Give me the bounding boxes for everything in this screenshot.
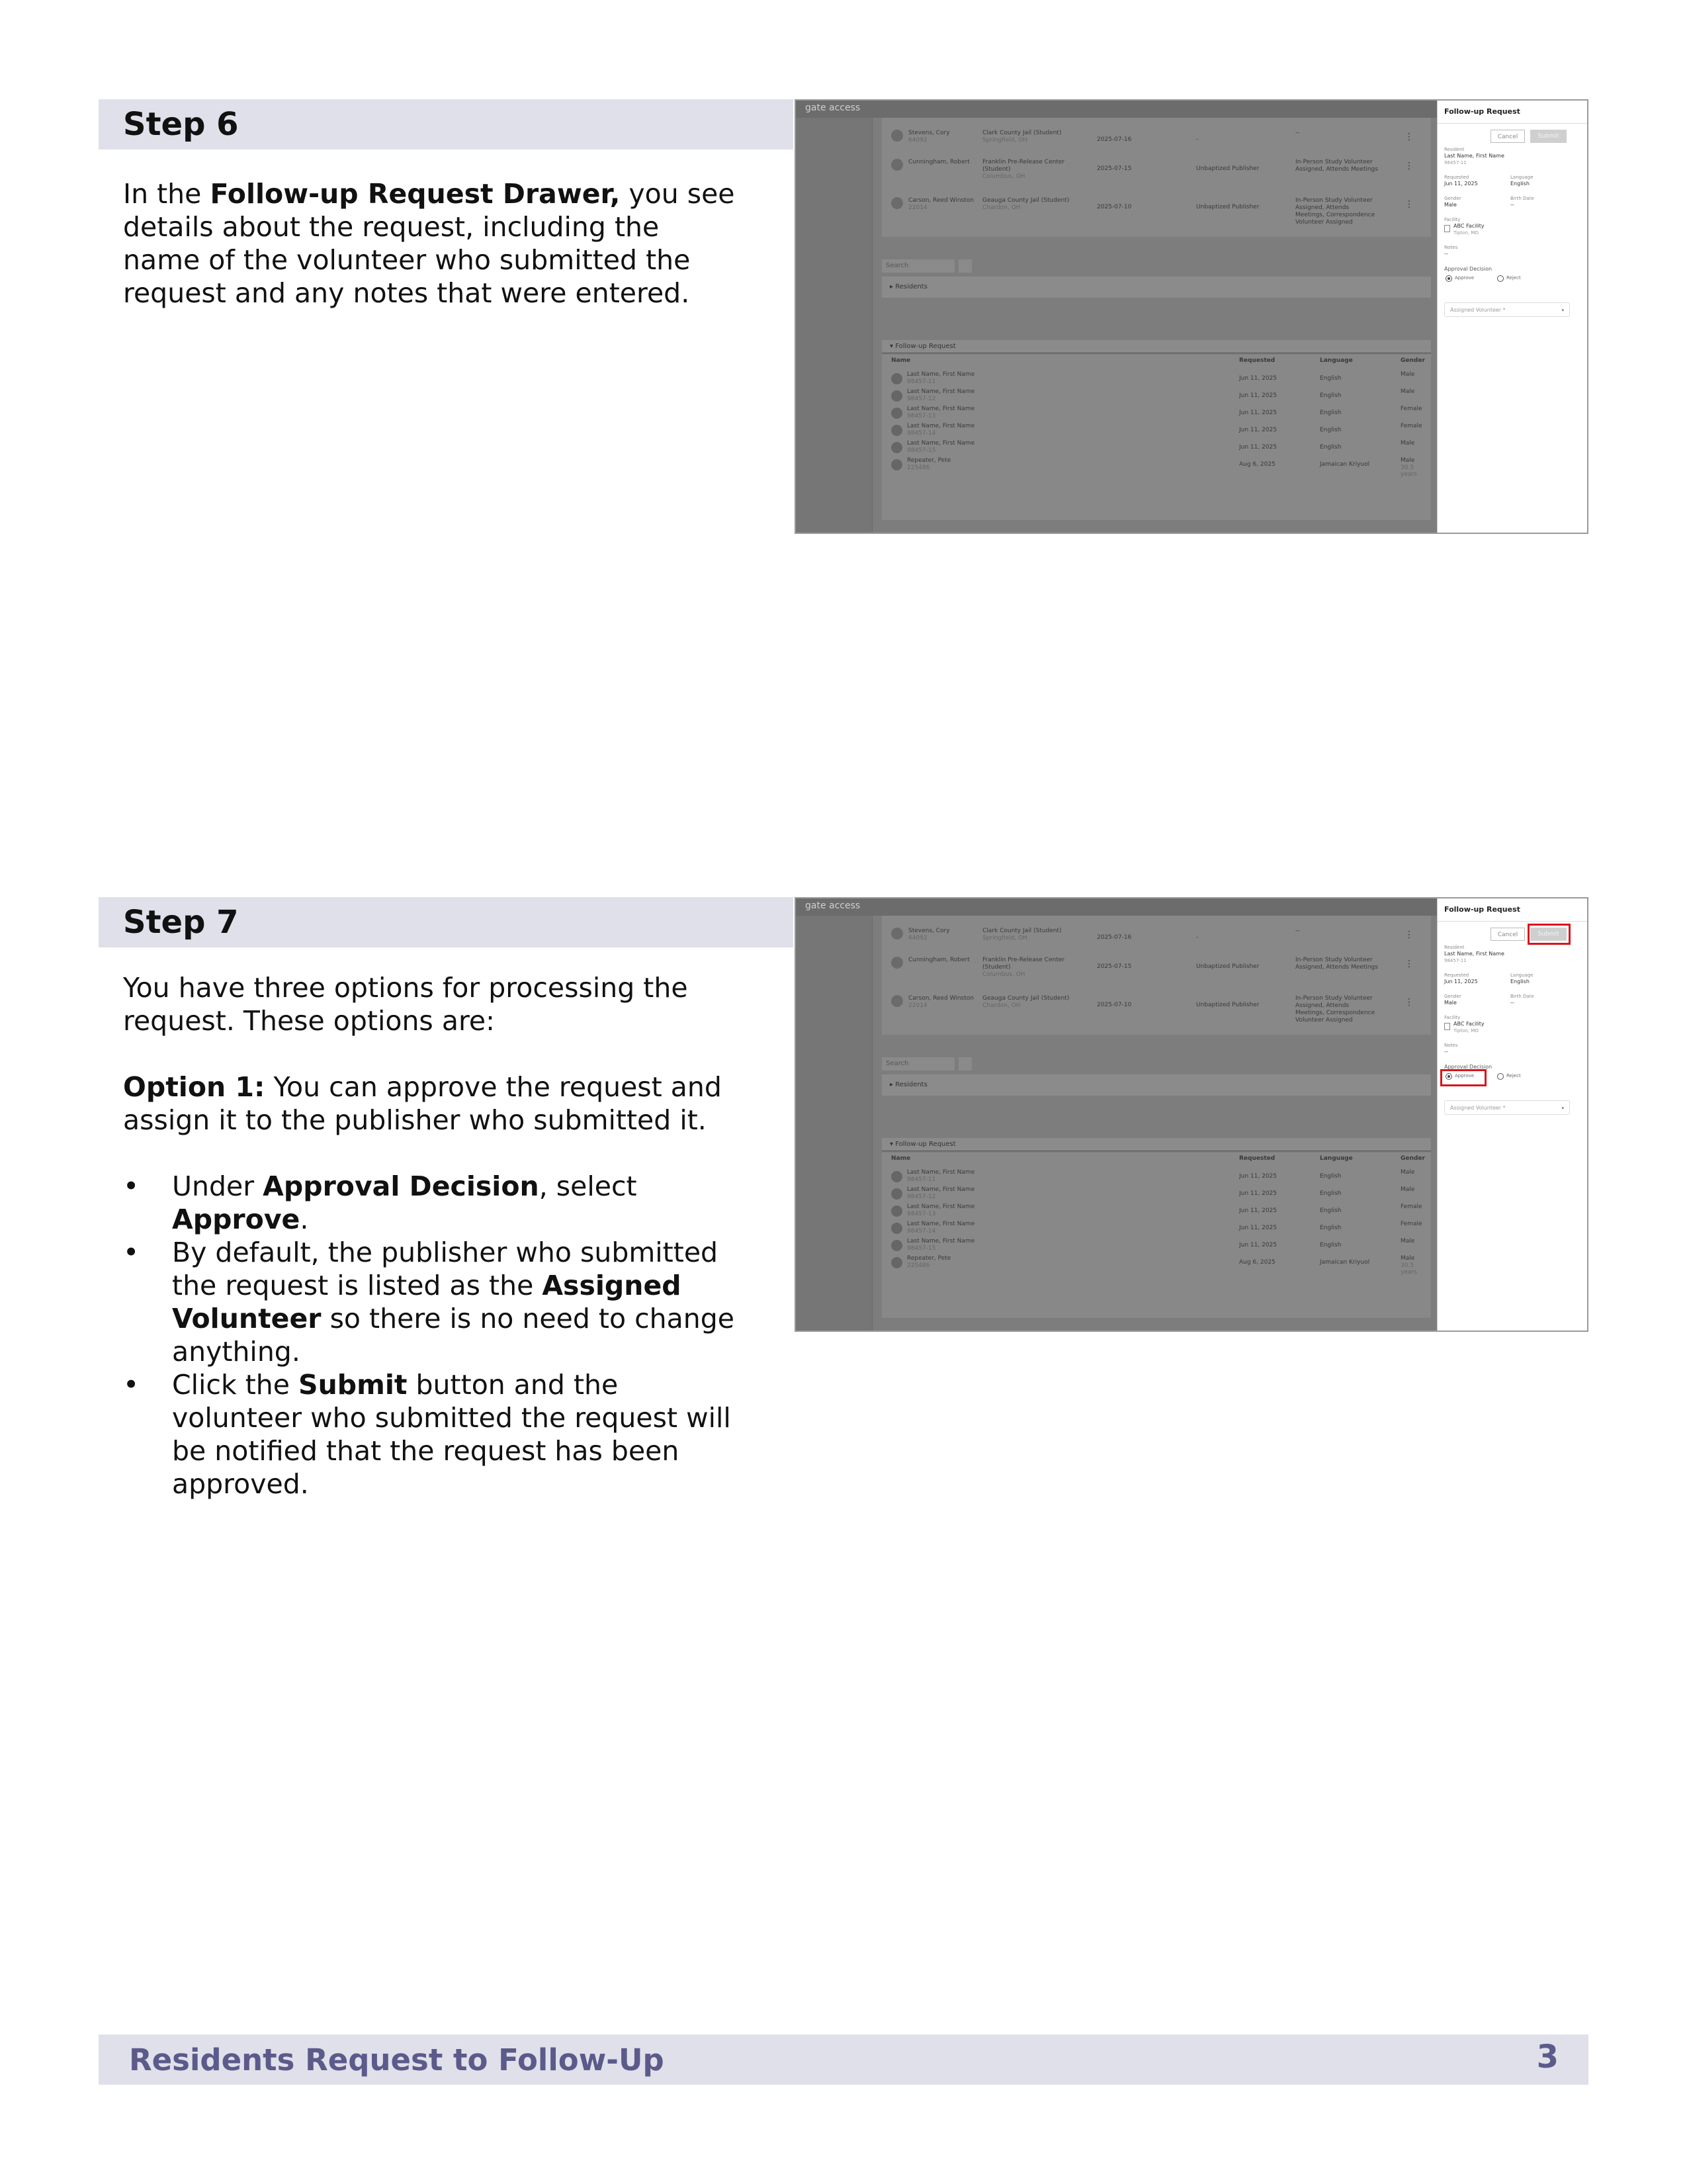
followup-request-drawer: Follow-up Request Cancel Submit Resident Last Name, First Name 98457-11 Requested Jun 11, 2025 Language English Gender Male Birth Date -- Facility ABC Facility Tipton, MO Notes -- Approval Decision Approve Reject Assigned Volunteer * ▾ xyxy=(1437,101,1587,533)
avatar-icon xyxy=(891,408,902,419)
step-7-title: Step 7 xyxy=(123,904,239,941)
step-7-option-1: Option 1: You can approve the request and assign it to the publisher who submitted it. xyxy=(123,1071,722,1136)
step-6-screenshot xyxy=(795,99,1588,534)
followup-row[interactable]: Repeater, Pete 225486 Aug 6, 2025 Jamaican Kriyuol Male 30.5 years xyxy=(891,457,1420,474)
avatar-icon xyxy=(891,425,902,436)
more-options-icon[interactable]: ⋮ xyxy=(1405,930,1414,940)
followup-row[interactable]: Last Name, First Name 98457-13 Jun 11, 2025 English Female xyxy=(891,1203,1420,1220)
app-sidebar xyxy=(796,118,873,533)
building-icon xyxy=(1444,225,1450,232)
avatar-icon xyxy=(891,1188,902,1200)
avatar-icon xyxy=(891,390,902,402)
followup-table-header: Name Requested Language Gender xyxy=(891,357,1425,364)
step-7-screenshot xyxy=(795,897,1588,1332)
submit-button[interactable]: Submit xyxy=(1530,130,1567,143)
app-sidebar xyxy=(796,916,873,1331)
avatar-icon xyxy=(891,197,903,209)
bullet-submit: • Click the Submit button and the volunteer who submitted the request will be notified that the request has been approved. xyxy=(123,1369,731,1500)
avatar-icon xyxy=(891,1257,902,1268)
avatar-icon xyxy=(891,159,903,171)
search-input[interactable]: Search xyxy=(882,259,955,273)
followup-row[interactable]: Last Name, First Name 98457-15 Jun 11, 2025 English Male xyxy=(891,1237,1420,1254)
step-6-title: Step 6 xyxy=(123,106,239,143)
residents-row[interactable]: Stevens, Cory 64092 Clark County Jail (Student) Springfield, OH 2025-07-16 - -- ⋮ xyxy=(882,123,1431,153)
residents-accordion[interactable]: ▸ Residents xyxy=(882,1074,1431,1096)
search-input[interactable]: Search xyxy=(882,1057,955,1070)
brand-logo: gate access xyxy=(805,900,861,911)
more-options-icon[interactable]: ⋮ xyxy=(1405,132,1414,142)
followup-row[interactable]: Last Name, First Name 98457-14 Jun 11, 2025 English Female xyxy=(891,1220,1420,1237)
avatar-icon xyxy=(891,1223,902,1234)
avatar-icon xyxy=(891,1171,902,1182)
followup-table xyxy=(882,355,1431,520)
app-topbar xyxy=(796,898,1438,916)
drawer-title: Follow-up Request xyxy=(1444,107,1520,116)
app-background xyxy=(796,898,1438,1331)
residents-row[interactable]: Carson, Reed Winston 22014 Geauga County Jail (Student) Chardon, OH 2025-07-10 Unbaptized Publisher In-Person Study Volunteer Assigned, Attends Meetings, Correspondence Volunteer Assigned ⋮ xyxy=(882,191,1431,221)
assigned-volunteer-select[interactable]: Assigned Volunteer * ▾ xyxy=(1444,1100,1570,1115)
residents-row[interactable]: Stevens, Cory 64092 Clark County Jail (Student) Springfield, OH 2025-07-16 - -- ⋮ xyxy=(882,921,1431,951)
avatar-icon xyxy=(891,442,902,453)
drawer-title: Follow-up Request xyxy=(1444,905,1520,914)
bullet-approval-decision: • Under Approval Decision, select Approve. xyxy=(123,1170,637,1235)
followup-accordion[interactable]: ▾ Follow-up Request xyxy=(882,340,1431,353)
app-topbar xyxy=(796,101,1438,118)
followup-row[interactable]: Last Name, First Name 98457-12 Jun 11, 2025 English Male xyxy=(891,1186,1420,1203)
approval-decision-label: Approval Decision xyxy=(1444,266,1492,272)
cancel-button[interactable]: Cancel xyxy=(1491,928,1525,941)
avatar-icon xyxy=(891,1240,902,1251)
search-icon[interactable] xyxy=(959,259,972,273)
reject-radio[interactable] xyxy=(1497,1073,1504,1080)
approve-highlight xyxy=(1440,1069,1487,1086)
chevron-down-icon: ▾ xyxy=(1561,308,1564,313)
avatar-icon xyxy=(891,928,903,939)
followup-accordion[interactable]: ▾ Follow-up Request xyxy=(882,1138,1431,1151)
search-icon[interactable] xyxy=(959,1057,972,1070)
residents-table xyxy=(882,916,1431,1035)
residents-accordion[interactable]: ▸ Residents xyxy=(882,277,1431,298)
step-6-description: In the Follow-up Request Drawer, you see details about the request, including the name of the volunteer who submitted the request and any notes that were entered. xyxy=(123,178,735,309)
residents-table xyxy=(882,118,1431,237)
page-number: 3 xyxy=(1536,2038,1559,2075)
resident-name: Last Name, First Name xyxy=(1444,951,1504,957)
followup-row[interactable]: Last Name, First Name 98457-14 Jun 11, 2025 English Female xyxy=(891,422,1420,439)
approve-radio[interactable] xyxy=(1446,275,1452,282)
approval-decision-label: Approval Decision xyxy=(1444,1064,1492,1070)
app-background xyxy=(796,101,1438,533)
avatar-icon xyxy=(891,130,903,142)
reject-radio[interactable] xyxy=(1497,275,1504,282)
avatar-icon xyxy=(891,995,903,1007)
avatar-icon xyxy=(891,957,903,969)
avatar-icon xyxy=(891,373,902,384)
resident-name: Last Name, First Name xyxy=(1444,153,1504,159)
more-options-icon[interactable]: ⋮ xyxy=(1405,199,1414,210)
more-options-icon[interactable]: ⋮ xyxy=(1405,161,1414,171)
residents-row[interactable]: Cunningham, Robert Franklin Pre-Release Center (Student) Columbus, OH 2025-07-15 Unbaptized Publisher In-Person Study Volunteer Assigned, Attends Meetings ⋮ xyxy=(882,152,1431,183)
cancel-button[interactable]: Cancel xyxy=(1491,130,1525,143)
submit-highlight xyxy=(1528,924,1571,945)
followup-request-drawer: Follow-up Request Cancel Submit Resident Last Name, First Name 98457-11 Requested Jun 11, 2025 Language English Gender Male Birth Date -- Facility ABC Facility Tipton, MO Notes -- Approval Decision Approve Reject Assigned Volunteer * ▾ xyxy=(1437,898,1587,1331)
avatar-icon xyxy=(891,1205,902,1217)
followup-row[interactable]: Last Name, First Name 98457-13 Jun 11, 2025 English Female xyxy=(891,405,1420,422)
followup-table-header: Name Requested Language Gender xyxy=(891,1155,1425,1162)
more-options-icon[interactable]: ⋮ xyxy=(1405,997,1414,1008)
residents-row[interactable]: Carson, Reed Winston 22014 Geauga County Jail (Student) Chardon, OH 2025-07-10 Unbaptized Publisher In-Person Study Volunteer Assigned, Attends Meetings, Correspondence Volunteer Assigned ⋮ xyxy=(882,988,1431,1019)
followup-row[interactable]: Last Name, First Name 98457-11 Jun 11, 2025 English Male xyxy=(891,1168,1420,1186)
chevron-down-icon: ▾ xyxy=(1561,1106,1564,1111)
footer-title: Residents Request to Follow-Up xyxy=(129,2042,664,2077)
followup-row[interactable]: Last Name, First Name 98457-11 Jun 11, 2025 English Male xyxy=(891,371,1420,388)
followup-row[interactable]: Repeater, Pete 225486 Aug 6, 2025 Jamaican Kriyuol Male 30.5 years xyxy=(891,1254,1420,1272)
step-6-header xyxy=(99,99,793,150)
residents-row[interactable]: Cunningham, Robert Franklin Pre-Release Center (Student) Columbus, OH 2025-07-15 Unbaptized Publisher In-Person Study Volunteer Assigned, Attends Meetings ⋮ xyxy=(882,950,1431,981)
followup-table xyxy=(882,1153,1431,1318)
page-footer xyxy=(99,2034,1588,2085)
assigned-volunteer-select[interactable]: Assigned Volunteer * ▾ xyxy=(1444,302,1570,317)
avatar-icon xyxy=(891,459,902,470)
submit-button[interactable]: Submit xyxy=(1530,928,1567,941)
bullet-assigned-volunteer: • By default, the publisher who submitted the request is listed as the Assigned Volunteer so there is no need to change anything. xyxy=(123,1237,735,1368)
building-icon xyxy=(1444,1023,1450,1030)
followup-row[interactable]: Last Name, First Name 98457-12 Jun 11, 2025 English Male xyxy=(891,388,1420,405)
step-7-header xyxy=(99,897,793,947)
followup-row[interactable]: Last Name, First Name 98457-15 Jun 11, 2025 English Male xyxy=(891,439,1420,457)
step-7-bullet-list xyxy=(123,1170,745,1501)
brand-logo: gate access xyxy=(805,103,861,113)
more-options-icon[interactable]: ⋮ xyxy=(1405,959,1414,969)
step-7-intro: You have three options for processing the request. These options are: xyxy=(123,972,688,1037)
